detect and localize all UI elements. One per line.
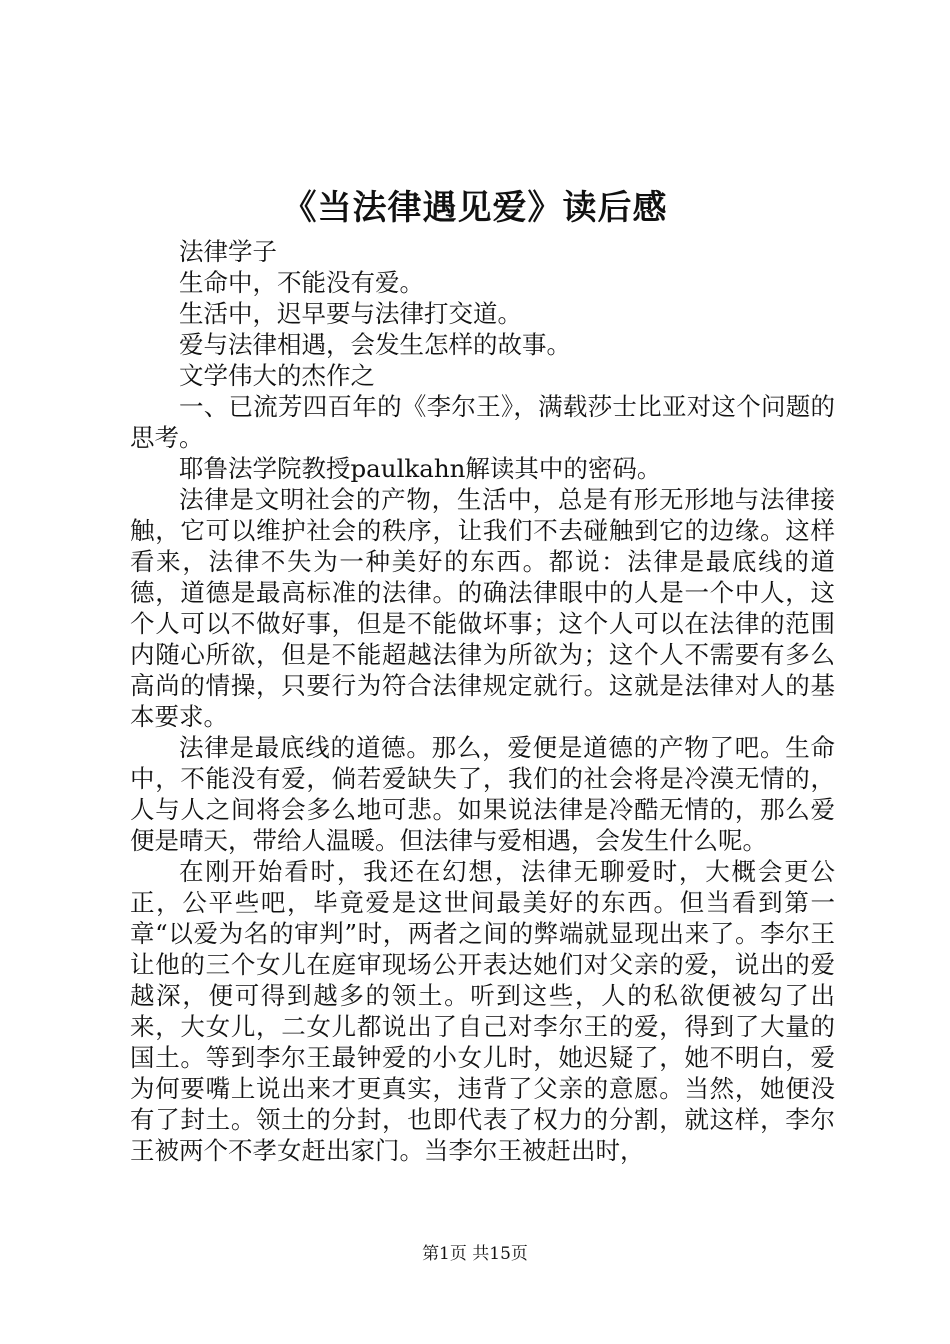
- paragraph: 生活中，迟早要与法律打交道。: [179, 299, 522, 328]
- document-body: [130, 236, 835, 1166]
- paragraph: 在刚开始看时，我还在幻想，法律无聊爱时，大概会更公正，公平些吧，毕竟爱是这世间最美好的东西。但当看到第一章“以爱为名的审判”时，两者之间的弊端就显现出来了。李尔王让他的三个女儿在庭审现场公开表达她们对父亲的爱，说出的爱越深，便可得到越多的领土。听到这些，人的私欲便被勾了出来，大女儿，二女儿都说出了自己对李尔王的爱，得到了大量的国土。等到李尔王最钟爱的小女儿时，她迟疑了，她不明白，爱为何要嘴上说出来才更真实，违背了父亲的意愿。当然，她便没有了封土。领土的分封，也即代表了权力的分割，就这样，李尔王被两个不孝女赶出家门。当李尔王被赶出时，: [130, 857, 835, 1165]
- document-title: 《当法律遇见爱》读后感: [282, 188, 668, 228]
- paragraph: 一、已流芳四百年的《李尔王》，满载莎士比亚对这个问题的思考。: [130, 392, 835, 452]
- paragraph: 法律是最底线的道德。那么，爱便是道德的产物了吧。生命中，不能没有爱，倘若爱缺失了，我们的社会将是冷漠无情的，人与人之间将会多么地可悲。如果说法律是冷酷无情的，那么爱便是晴天，带给人温暖。但法律与爱相遇，会发生什么呢。: [130, 733, 835, 855]
- paragraph: 耶鲁法学院教授paulkahn解读其中的密码。: [179, 454, 662, 483]
- paragraph: 生命中，不能没有爱。: [179, 268, 424, 297]
- page-footer: 第1页 共15页: [422, 1244, 528, 1264]
- paragraph-author: 法律学子: [179, 237, 277, 266]
- paragraph: 文学伟大的杰作之: [179, 361, 375, 390]
- paragraph: 法律是文明社会的产物，生活中，总是有形无形地与法律接触，它可以维护社会的秩序，让我们不去碰触到它的边缘。这样看来，法律不失为一种美好的东西。都说：法律是最底线的道德，道德是最高标准的法律。的确法律眼中的人是一个中人，这个人可以不做好事，但是不能做坏事；这个人可以在法律的范围内随心所欲，但是不能超越法律为所欲为；这个人不需要有多么高尚的情操，只要行为符合法律规定就行。这就是法律对人的基本要求。: [130, 485, 835, 731]
- paragraph: 爱与法律相遇，会发生怎样的故事。: [179, 330, 571, 359]
